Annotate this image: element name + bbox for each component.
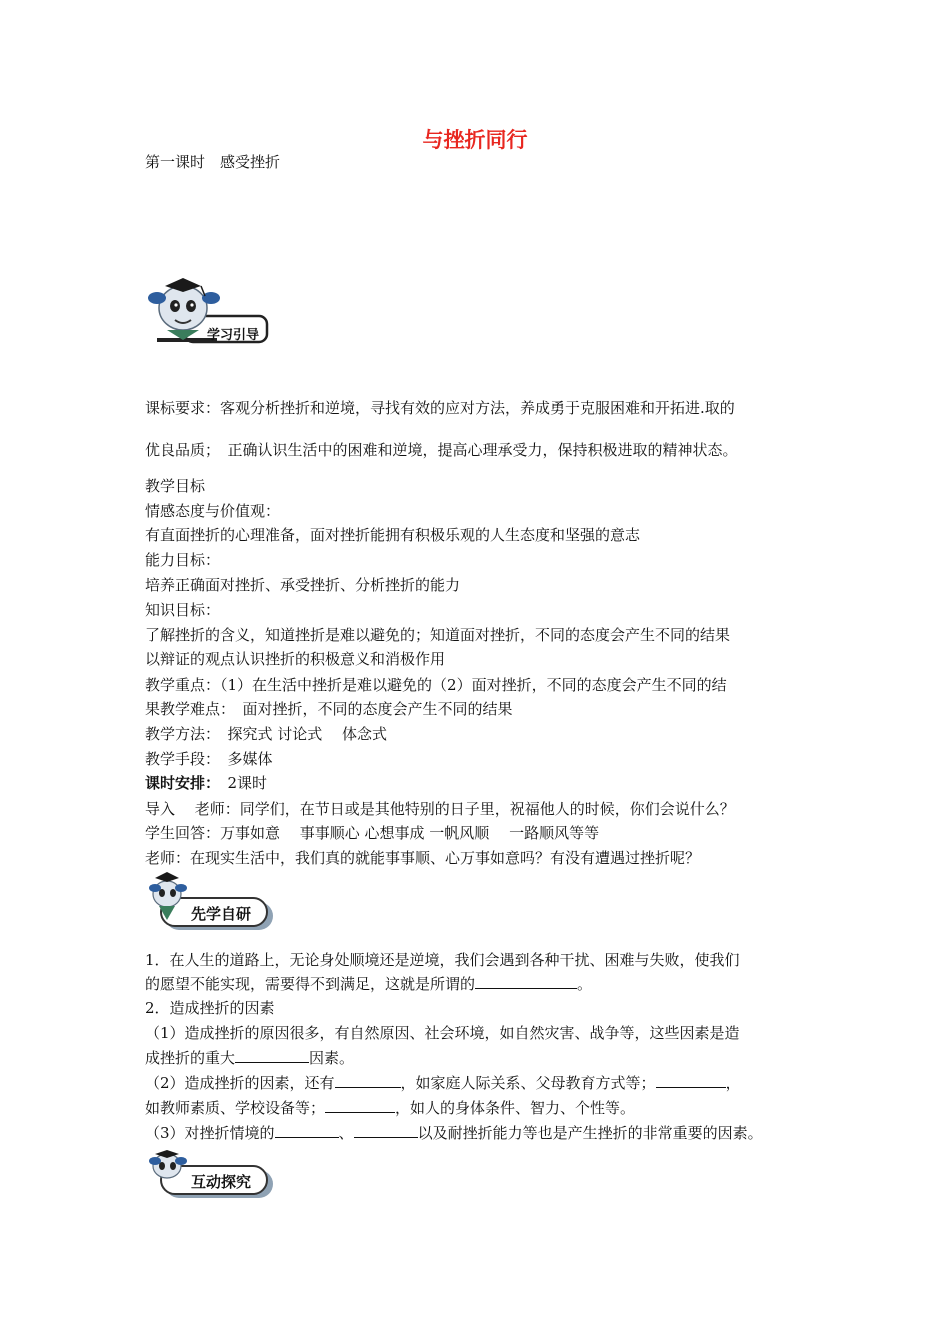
answer-blank[interactable]	[275, 1123, 339, 1138]
objective-line: 了解挫折的含义，知道挫折是难以避免的；知道面对挫折，不同的态度会产生不同的结果	[145, 626, 731, 644]
section-badge-guide	[145, 278, 275, 348]
question-text: （2）造成挫折的因素，还有	[145, 1074, 335, 1092]
question-1-line-1: 1．在人生的道路上，无论身处顺境还是逆境，我们会遇到各种干扰、困难与失败，使我们	[145, 951, 740, 969]
answer-blank[interactable]	[235, 1048, 309, 1063]
objective-line: 以辩证的观点认识挫折的积极意义和消极作用	[145, 650, 446, 668]
question-text: 、	[338, 1124, 354, 1142]
question-2a-line-1: （1）造成挫折的原因很多，有自然原因、社会环境，如自然灾害、战争等，这些因素是造	[145, 1024, 740, 1042]
question-text: 成挫折的重大	[145, 1049, 236, 1067]
question-text: 如教师素质、学校设备等；	[145, 1099, 326, 1117]
answer-blank[interactable]	[325, 1098, 395, 1113]
dialog-line: 学生回答：万事如意 事事顺心 心想事成 一帆风顺 一路顺风等等	[145, 824, 600, 842]
lesson-subtitle: 第一课时 感受挫折	[145, 153, 281, 171]
schedule-value: 2课时	[212, 774, 268, 792]
objective-line: 教学方法： 探究式 讨论式 体念式	[145, 725, 388, 743]
objective-line: 教学重点：（1）在生活中挫折是难以避免的（2）面对挫折，不同的态度会产生不同的结	[145, 676, 727, 694]
question-text: ，如人的身体条件、智力、个性等。	[395, 1099, 636, 1117]
question-2b-line-2	[145, 1098, 635, 1118]
objective-line: 情感态度与价值观：	[145, 502, 281, 520]
objective-line: 教学目标	[145, 477, 206, 495]
objective-line: 教学手段： 多媒体	[145, 750, 273, 768]
question-text: 因素。	[309, 1049, 355, 1067]
dialog-line: 老师：在现实生活中，我们真的就能事事顺、心万事如意吗？有没有遭遇过挫折呢？	[145, 849, 701, 867]
objective-line: 果教学难点： 面对挫折，不同的态度会产生不同的结果	[145, 700, 513, 718]
question-text: 以及耐挫折能力等也是产生挫折的非常重要的因素。	[417, 1124, 763, 1142]
answer-blank[interactable]	[475, 974, 577, 989]
objective-line: 有直面挫折的心理准备，面对挫折能拥有积极乐观的人生态度和坚强的意志	[145, 526, 641, 544]
question-2b-line-1	[145, 1073, 741, 1093]
objective-line: 知识目标：	[145, 601, 221, 619]
section-badge-self-study	[145, 872, 275, 934]
objective-line: 能力目标：	[145, 551, 221, 569]
section-badge-explore	[145, 1150, 275, 1200]
question-2-heading: 2．造成挫折的因素	[145, 999, 275, 1017]
page-title: 与挫折同行	[422, 128, 528, 152]
answer-blank[interactable]	[335, 1073, 401, 1088]
badge-label-guide: 学习引导	[207, 328, 260, 343]
objective-line: 培养正确面对挫折、承受挫折、分析挫折的能力	[145, 576, 461, 594]
question-text: 的愿望不能实现，需要得不到满足，这就是所谓的	[145, 975, 476, 993]
badge-label-self-study: 先学自研	[191, 905, 252, 923]
standard-line-1: 课标要求：客观分析挫折和逆境，寻找有效的应对方法，养成勇于克服困难和开拓进.取的	[145, 399, 735, 417]
question-1-line-2	[145, 974, 592, 994]
schedule-label: 课时安排：	[145, 774, 213, 792]
standard-line-2: 优良品质； 正确认识生活中的困难和逆境，提高心理承受力，保持积极进取的精神状态。	[145, 441, 738, 459]
answer-blank[interactable]	[354, 1123, 418, 1138]
badge-label-explore: 互动探究	[191, 1173, 252, 1191]
question-text: ，如家庭人际关系、父母教育方式等；	[400, 1074, 656, 1092]
question-text: ，	[725, 1074, 741, 1092]
question-2c-line	[145, 1123, 763, 1143]
dialog-line: 导入 老师：同学们，在节日或是其他特别的日子里，祝福他人的时候，你们会说什么？	[145, 800, 735, 818]
answer-blank[interactable]	[656, 1073, 726, 1088]
question-text: 。	[577, 975, 593, 993]
question-text: （3）对挫折情境的	[145, 1124, 275, 1142]
question-2a-line-2	[145, 1048, 354, 1068]
schedule-line	[145, 773, 267, 793]
